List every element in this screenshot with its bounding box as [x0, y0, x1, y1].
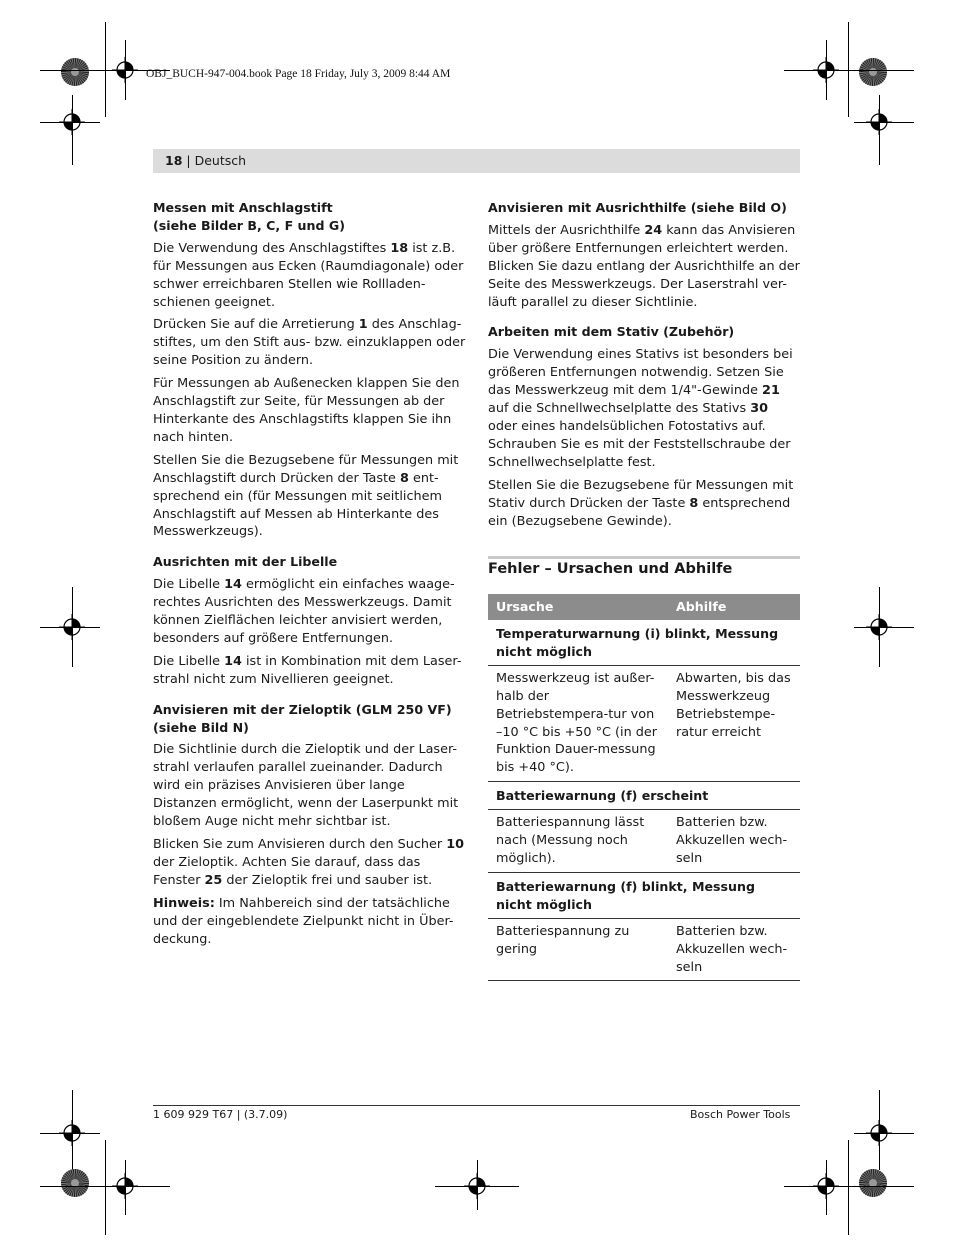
- section-title: Fehler – Ursachen und Abhilfe: [488, 561, 733, 577]
- page-header: [165, 153, 246, 168]
- heading-line: (siehe Bild N): [153, 719, 249, 735]
- column-header: Ursache: [488, 594, 668, 620]
- crop-mark: [826, 1160, 827, 1215]
- table-row: [488, 918, 800, 981]
- paragraph: Stellen Sie die Bezugsebene für Messungen mit Stativ durch Drücken der Taste 8 entsprechend ein (Bezugsebene Gewinde).: [488, 477, 794, 529]
- crop-mark: [125, 40, 126, 100]
- cause-cell: Messwerkzeug ist außer-halb der Betriebstempera-tur von –10 °C bis +50 °C (in der Funktion Dauer-messung bis +40 °C).: [488, 665, 668, 781]
- crop-mark: [784, 1186, 914, 1187]
- table-group-row: [488, 872, 800, 918]
- crop-mark: [784, 70, 914, 71]
- crop-mark: [854, 627, 914, 628]
- header-language: Deutsch: [194, 153, 247, 168]
- heading-ausrichthilfe: Anvisieren mit Ausrichthilfe (siehe Bild O): [488, 200, 787, 215]
- crop-mark: [854, 1133, 914, 1134]
- heading-libelle: Ausrichten mit der Libelle: [153, 554, 338, 570]
- paragraph: Die Verwendung des Anschlagstiftes 18 ist z.B. für Messungen aus Ecken (Raumdiagonale) oder schwer erreichbaren Stellen wie Rollladen-schienen geeignet.: [153, 240, 464, 310]
- group-title: Temperaturwarnung (i) blinkt, Messung nicht möglich: [488, 620, 800, 665]
- crop-mark: [40, 122, 100, 123]
- crop-mark: [477, 1160, 478, 1210]
- crop-mark: [848, 22, 849, 117]
- crop-mark: [854, 122, 914, 123]
- page-number: 18: [165, 153, 183, 168]
- column-header: Abhilfe: [668, 594, 800, 620]
- footer-left: 1 609 929 T67 | (3.7.09): [153, 1108, 288, 1121]
- footer-rule: [153, 1105, 800, 1106]
- crop-mark: [879, 95, 880, 165]
- table-group-row: [488, 782, 800, 810]
- table-group-row: [488, 620, 800, 665]
- crop-mark: [879, 1090, 880, 1170]
- footer-right: Bosch Power Tools: [690, 1108, 791, 1121]
- paragraph: Für Messungen ab Außenecken klappen Sie den Anschlagstift zur Seite, für Messungen ab der Hinterkante des Anschlagstifts klappen Sie ihn nach hinten.: [153, 376, 460, 445]
- group-title: Batteriewarnung (f) erscheint: [488, 782, 800, 810]
- section-rule: [488, 556, 800, 559]
- paragraph: Die Sichtlinie durch die Zieloptik und der Laser-strahl verlaufen parallel zueinander. Dadurch wird ein präzises Anvisieren über lange Distanzen ermöglicht, wenn der Laserpunkt mit bloßem Auge nicht mehr sichtbar ist.: [153, 742, 459, 830]
- remedy-cell: Batterien bzw. Akkuzellen wech-seln: [668, 810, 800, 873]
- cause-cell: Batteriespannung lässt nach (Messung noch möglich).: [488, 810, 668, 873]
- heading-stativ: Arbeiten mit dem Stativ (Zubehör): [488, 324, 735, 340]
- note-paragraph: Hinweis: Im Nahbereich sind der tatsächliche und der eingeblendete Zielpunkt nicht in Über-deckung.: [153, 895, 454, 947]
- star-target-icon: [60, 1168, 90, 1198]
- paragraph: Die Libelle 14 ist in Kombination mit dem Laser-strahl nicht zum Nivellieren geeignet.: [153, 653, 462, 687]
- header-separator: |: [182, 153, 195, 168]
- crop-mark: [125, 1160, 126, 1215]
- paragraph: Mittels der Ausrichthilfe 24 kann das Anvisieren über größere Entfernungen erleichtert werden. Blicken Sie dazu entlang der Ausrichthilfe an der Seite des Messwerkzeugs. Der Laserstrahl ver-läuft parallel zu dieser Sichtlinie.: [488, 222, 800, 310]
- table-row: [488, 665, 800, 781]
- group-title: Batteriewarnung (f) blinkt, Messung nicht möglich: [488, 872, 800, 918]
- table-row: [488, 810, 800, 873]
- cause-cell: Batteriespannung zu gering: [488, 918, 668, 981]
- crop-mark: [72, 95, 73, 165]
- left-column: [153, 199, 469, 953]
- error-table: [488, 594, 800, 981]
- heading-line: (siehe Bilder B, C, F und G): [153, 217, 345, 233]
- remedy-cell: Abwarten, bis das Messwerkzeug Betriebstempe-ratur erreicht: [668, 665, 800, 781]
- paragraph: Blicken Sie zum Anvisieren durch den Sucher 10 der Zieloptik. Achten Sie darauf, dass das Fenster 25 der Zieloptik frei und sauber ist.: [153, 837, 465, 888]
- crop-mark: [72, 587, 73, 667]
- paragraph: Drücken Sie auf die Arretierung 1 des Anschlag-stiftes, um den Stift aus- bzw. einzuklappen oder seine Position zu ändern.: [153, 317, 466, 369]
- page-header-bar: [153, 149, 800, 173]
- crop-mark: [848, 1140, 849, 1235]
- heading-line: Messen mit Anschlagstift: [153, 200, 333, 215]
- paragraph: Die Verwendung eines Stativs ist besonders bei größeren Entfernungen notwendig. Setzen Sie das Messwerkzeug mit dem 1/4"-Gewinde 21 auf die Schnellwechselplatte des Stativs 30 oder eines handelsüblichen Fotostativs auf. Schrauben Sie es mit der Feststellschraube der Schnellwechselplatte fest.: [488, 347, 793, 470]
- remedy-cell: Batterien bzw. Akkuzellen wech-seln: [668, 918, 800, 981]
- right-column: [488, 199, 800, 535]
- crop-mark: [40, 627, 100, 628]
- table-header-row: [488, 594, 800, 620]
- crop-mark: [40, 1133, 100, 1134]
- star-target-icon: [858, 57, 888, 87]
- star-target-icon: [60, 57, 90, 87]
- paragraph: Stellen Sie die Bezugsebene für Messungen mit Anschlagstift durch Drücken der Taste 8 ent-sprechend ein (für Messungen mit seitlichem Anschlagstift auf Messen ab Hinterkante des Messwerkzeugs).: [153, 452, 459, 540]
- crop-mark: [879, 587, 880, 667]
- heading-zieloptik: [153, 701, 469, 737]
- crop-mark: [72, 1090, 73, 1170]
- crop-mark: [826, 40, 827, 100]
- star-target-icon: [858, 1168, 888, 1198]
- heading-line: Anvisieren mit der Zieloptik (GLM 250 VF): [153, 701, 452, 717]
- crop-mark: [105, 22, 106, 117]
- heading-anschlagstift: [153, 199, 469, 235]
- file-header: OBJ_BUCH-947-004.book Page 18 Friday, July 3, 2009 8:44 AM: [146, 68, 451, 80]
- crop-mark: [105, 1140, 106, 1235]
- paragraph: Die Libelle 14 ermöglicht ein einfaches waage-rechtes Ausrichten des Messwerkzeugs. Damit können Zielflächen leichter anvisiert werden, besonders auf größere Entfernungen.: [153, 577, 455, 646]
